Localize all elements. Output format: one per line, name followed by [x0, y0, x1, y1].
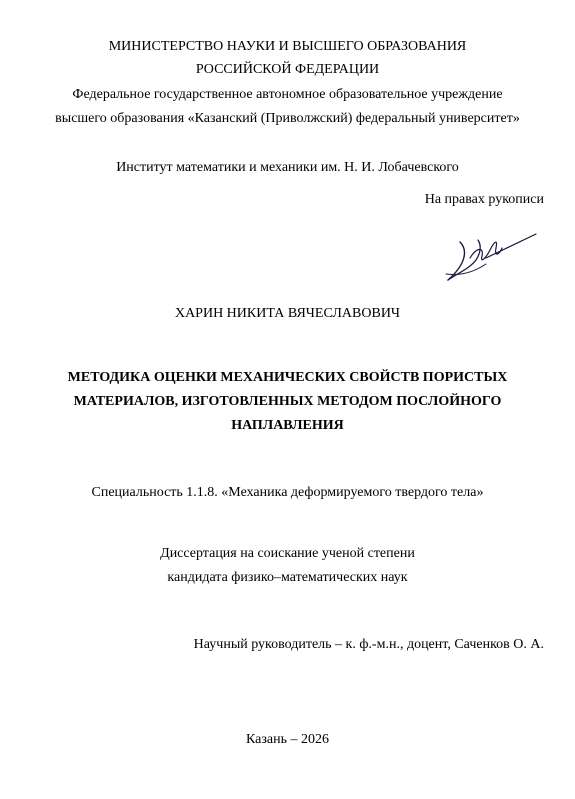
- degree-line-2: кандидата физико–математических наук: [167, 570, 408, 585]
- supervisor: Научный руководитель – к. ф.-м.н., доцент, Саченков О. А.: [193, 637, 544, 652]
- degree-line-1: Диссертация на соискание ученой степени: [160, 546, 415, 561]
- dissertation-title-line-1: МЕТОДИКА ОЦЕНКИ МЕХАНИЧЕСКИХ СВОЙСТВ ПОРИСТЫХ: [67, 370, 508, 385]
- dissertation-title-line-2: МАТЕРИАЛОВ, ИЗГОТОВЛЕННЫХ МЕТОДОМ ПОСЛОЙНОГО: [73, 394, 502, 409]
- dissertation-title-line-3: НАПЛАВЛЕНИЯ: [231, 418, 344, 433]
- author-name: ХАРИН НИКИТА ВЯЧЕСЛАВОВИЧ: [174, 306, 401, 321]
- ministry-line-2: РОССИЙСКОЙ ФЕДЕРАЦИИ: [195, 62, 380, 77]
- specialty: Специальность 1.1.8. «Механика деформируемого твердого тела»: [91, 485, 484, 500]
- manuscript-note: На правах рукописи: [424, 192, 544, 207]
- university-line-1: Федеральное государственное автономное образовательное учреждение: [72, 87, 503, 102]
- signature-icon: [440, 228, 540, 284]
- university-line-2: высшего образования «Казанский (Приволжский) федеральный университет»: [55, 111, 520, 126]
- ministry-line-1: МИНИСТЕРСТВО НАУКИ И ВЫСШЕГО ОБРАЗОВАНИЯ: [108, 39, 467, 54]
- institute-name: Институт математики и механики им. Н. И. Лобачевского: [116, 160, 459, 175]
- footer-city-year: Казань – 2026: [246, 732, 329, 747]
